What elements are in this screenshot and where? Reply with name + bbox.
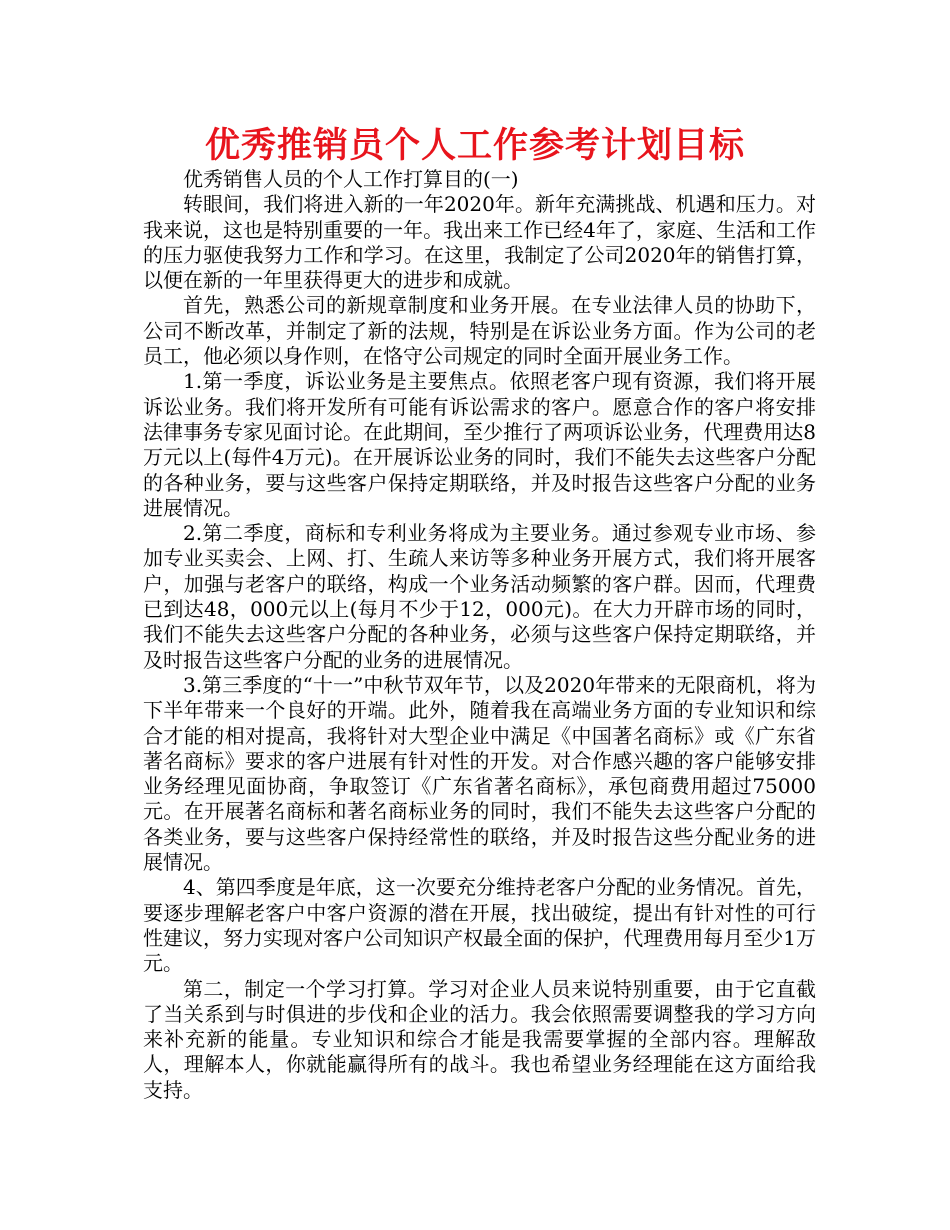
- body-paragraph: 2.第二季度，商标和专利业务将成为主要业务。通过参观专业市场、参加专业买卖会、上网、打、生疏人来访等多种业务开展方式，我们将开展客户，加强与老客户的联络，构成一个业务活动频繁的客户群。因而，代理费已到达48，000元以上(每月不少于12，000元)。在大力开辟市场的同时，我们不能失去这些客户分配的各种业务，必须与这些客户保持定期联络，并及时报告这些客户分配的业务的进展情况。: [143, 521, 816, 672]
- body-paragraph: 1.第一季度，诉讼业务是主要焦点。依照老客户现有资源，我们将开展诉讼业务。我们将开发所有可能有诉讼需求的客户。愿意合作的客户将安排法律事务专家见面讨论。在此期间，至少推行了两项诉讼业务，代理费用达8万元以上(每件4万元)。在开展诉讼业务的同时，我们不能失去这些客户分配的各种业务，要与这些客户保持定期联络，并及时报告这些客户分配的业务进展情况。: [143, 369, 816, 520]
- document-title: 优秀推销员个人工作参考计划目标: [204, 126, 745, 166]
- body-paragraph: 首先，熟悉公司的新规章制度和业务开展。在专业法律人员的协助下，公司不断改革，并制定了新的法规，特别是在诉讼业务方面。作为公司的老员工，他必须以身作则，在恪守公司规定的同时全面开展业务工作。: [143, 293, 816, 369]
- document-body: [143, 167, 816, 1103]
- body-paragraph: 3.第三季度的“十一”中秋节双年节，以及2020年带来的无限商机，将为下半年带来一个良好的开端。此外，随着我在高端业务方面的专业知识和综合才能的相对提高，我将针对大型企业中满足《中国著名商标》或《广东省著名商标》要求的客户进展有针对性的开发。对合作感兴趣的客户能够安排业务经理见面协商，争取签订《广东省著名商标》，承包商费用超过75000元。在开展著名商标和著名商标业务的同时，我们不能失去这些客户分配的各类业务，要与这些客户保持经常性的联络，并及时报告这些分配业务的进展情况。: [143, 672, 816, 875]
- body-paragraph: 第二，制定一个学习打算。学习对企业人员来说特别重要，由于它直截了当关系到与时俱进的步伐和企业的活力。我会依照需要调整我的学习方向来补充新的能量。专业知识和综合才能是我需要掌握的全部内容。理解敌人，理解本人，你就能赢得所有的战斗。我也希望业务经理能在这方面给我支持。: [143, 976, 816, 1102]
- body-paragraph: 4、第四季度是年底，这一次要充分维持老客户分配的业务情况。首先，要逐步理解老客户中客户资源的潜在开展，找出破绽，提出有针对性的可行性建议，努力实现对客户公司知识产权最全面的保护，代理费用每月至少1万元。: [143, 875, 816, 976]
- body-paragraph: 转眼间，我们将进入新的一年2020年。新年充满挑战、机遇和压力。对我来说，这也是特别重要的一年。我出来工作已经4年了，家庭、生活和工作的压力驱使我努力工作和学习。在这里，我制定了公司2020年的销售打算，以便在新的一年里获得更大的进步和成就。: [143, 192, 816, 293]
- subtitle-paragraph: 优秀销售人员的个人工作打算目的(一): [183, 167, 519, 191]
